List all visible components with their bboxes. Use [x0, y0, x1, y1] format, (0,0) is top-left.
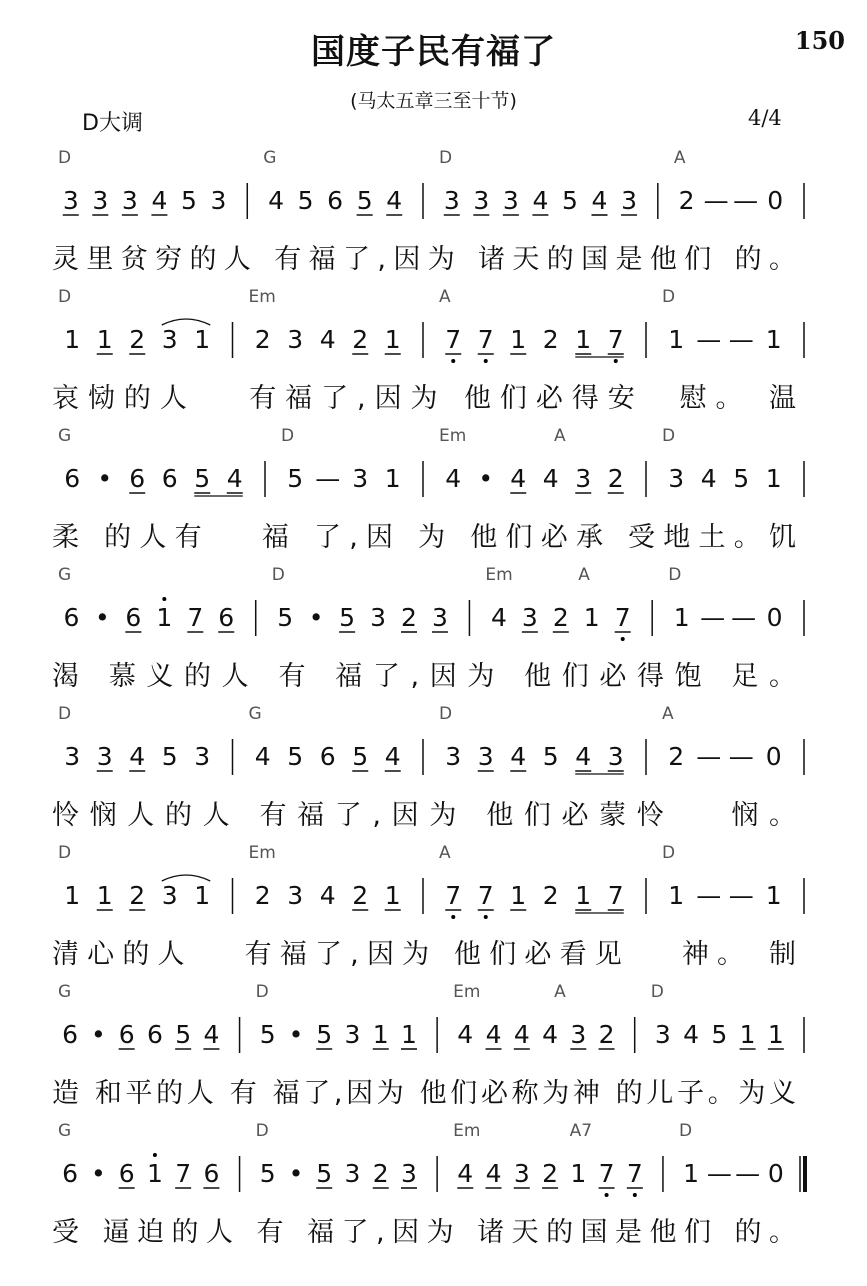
note: 3: [513, 1159, 530, 1188]
chord-symbol: D: [650, 982, 664, 1002]
note: 4: [386, 186, 403, 215]
note: 4: [510, 742, 527, 771]
chord-symbol: D: [662, 287, 676, 307]
dot-note: •: [91, 1159, 106, 1188]
note: 3: [575, 464, 592, 493]
note: 5: [259, 1159, 276, 1188]
note: 3: [521, 603, 538, 632]
note: 2: [129, 325, 146, 354]
note: 6: [146, 1020, 163, 1049]
note: 3: [161, 325, 178, 354]
note: 3: [401, 1159, 417, 1188]
dash-note: —: [733, 186, 759, 215]
note: 4: [485, 1159, 502, 1188]
note: 4: [254, 742, 271, 771]
note: 1: [765, 464, 782, 493]
note: 6: [218, 603, 235, 632]
note: 4: [129, 742, 146, 771]
note: 0: [766, 603, 783, 632]
dash-note: —: [706, 1159, 732, 1188]
note: 4: [445, 464, 462, 493]
low-octave-dot: [451, 915, 455, 919]
note: 1: [96, 325, 113, 354]
note: 3: [64, 742, 81, 771]
note: 4: [542, 464, 559, 493]
low-octave-dot: [605, 1193, 609, 1197]
note: 3: [370, 603, 387, 632]
note: 6: [62, 1159, 79, 1188]
chord-symbol: G: [248, 704, 262, 724]
note: 6: [129, 464, 146, 493]
note: 1: [384, 325, 401, 354]
note: 4: [510, 464, 527, 493]
note: 1: [64, 881, 81, 910]
note: 6: [63, 603, 80, 632]
note: 3: [621, 186, 637, 215]
high-octave-dot: [162, 597, 166, 601]
chord-symbol: A: [662, 704, 674, 724]
note: 1: [384, 464, 401, 493]
note: 5: [194, 464, 211, 493]
note: 3: [62, 186, 79, 215]
dash-note: —: [728, 742, 754, 771]
note: 7: [445, 881, 462, 910]
scripture-reference: (马太五章三至十节): [350, 90, 517, 112]
note: 5: [711, 1020, 728, 1049]
note: 5: [733, 464, 750, 493]
note: 3: [431, 603, 448, 632]
note: 3: [210, 186, 227, 215]
note: 3: [443, 186, 460, 215]
note: 1: [510, 325, 527, 354]
low-octave-dot: [484, 915, 488, 919]
dot-note: •: [95, 603, 110, 632]
note: 3: [161, 881, 178, 910]
note: 2: [352, 881, 369, 910]
note: 3: [344, 1020, 361, 1049]
note: 2: [352, 325, 369, 354]
lyric-line: 受 逼迫的人 有 福了,因为 诸天的国是他们 的。: [52, 1217, 798, 1248]
dash-note: —: [696, 881, 722, 910]
page-number: 150: [794, 26, 845, 55]
dash-note: —: [696, 742, 722, 771]
note: 4: [683, 1020, 700, 1049]
chord-symbol: Em: [453, 982, 481, 1002]
note: 5: [339, 603, 356, 632]
note: 1: [146, 1159, 163, 1188]
note: 1: [401, 1020, 417, 1049]
note: 7: [607, 881, 624, 910]
note: 1: [668, 881, 685, 910]
note: 5: [352, 742, 369, 771]
note: 4: [700, 464, 717, 493]
note: 7: [614, 603, 631, 632]
chord-symbol: A: [578, 565, 590, 585]
note: 4: [532, 186, 549, 215]
lyric-line: 哀恸的人 有福了,因为 他们必得安 慰。 温: [52, 383, 798, 414]
note: 1: [765, 881, 782, 910]
note: 6: [118, 1020, 135, 1049]
dot-note: •: [308, 603, 324, 632]
note: 5: [259, 1020, 276, 1049]
high-octave-dot: [153, 1153, 157, 1157]
chord-symbol: D: [281, 426, 295, 446]
lyric-line: 柔 的人有 福 了,因 为 他们必承 受地土。饥: [52, 522, 798, 553]
time-signature: 4/4: [748, 106, 782, 130]
key-signature: D大调: [82, 111, 143, 136]
chord-symbol: D: [58, 704, 72, 724]
note: 3: [287, 325, 304, 354]
chord-symbol: D: [58, 148, 72, 168]
note: 3: [96, 742, 113, 771]
note: 1: [64, 325, 81, 354]
note: 4: [457, 1020, 474, 1049]
song-title: 国度子民有福了: [311, 32, 556, 72]
note: 4: [591, 186, 608, 215]
note: 6: [203, 1159, 220, 1188]
chord-symbol: Em: [248, 843, 276, 863]
dot-note: •: [288, 1159, 304, 1188]
note: 4: [542, 1020, 558, 1049]
chord-symbol: G: [58, 565, 72, 585]
chord-symbol: D: [255, 982, 269, 1002]
low-octave-dot: [614, 359, 618, 363]
note: 1: [510, 881, 527, 910]
dash-note: —: [315, 464, 341, 493]
note: 5: [287, 742, 304, 771]
note: 6: [319, 742, 336, 771]
note: 0: [765, 742, 782, 771]
note: 7: [477, 325, 494, 354]
low-octave-dot: [621, 637, 625, 641]
chord-symbol: D: [439, 148, 453, 168]
note: 1: [583, 603, 600, 632]
note: 5: [316, 1020, 333, 1049]
dash-note: —: [731, 603, 757, 632]
note: 7: [187, 603, 204, 632]
note: 6: [62, 1020, 79, 1049]
chord-symbol: D: [271, 565, 285, 585]
note: 3: [668, 464, 685, 493]
note: 1: [668, 325, 685, 354]
chord-symbol: A: [439, 843, 451, 863]
note: 1: [575, 325, 592, 354]
chord-symbol: G: [58, 982, 72, 1002]
chord-symbol: Em: [453, 1121, 481, 1141]
lyric-line: 造 和平的人 有 福了,因为 他们必称为神 的儿子。为义: [52, 1078, 798, 1109]
chord-symbol: A: [673, 148, 686, 168]
note: 2: [254, 881, 271, 910]
note: 1: [683, 1159, 700, 1188]
note: 4: [575, 742, 592, 771]
dash-note: —: [703, 186, 729, 215]
note: 2: [542, 325, 559, 354]
note: 1: [570, 1159, 587, 1188]
note: 3: [570, 1020, 587, 1049]
note: 0: [767, 1159, 784, 1188]
chord-symbol: A7: [569, 1121, 593, 1141]
note: 3: [445, 742, 462, 771]
lyric-line: 清心的人 有福了,因为 他们必看见 神。 制: [52, 939, 798, 970]
note: 7: [445, 325, 462, 354]
lyric-line: 灵里贫穷的人 有福了,因为 诸天的国是他们 的。: [52, 244, 798, 275]
note: 4: [513, 1020, 530, 1049]
note: 3: [194, 742, 211, 771]
note: 7: [607, 325, 624, 354]
note: 5: [542, 742, 559, 771]
note: 2: [598, 1020, 615, 1049]
note: 2: [129, 881, 146, 910]
dash-note: —: [728, 881, 754, 910]
chord-symbol: A: [554, 982, 566, 1002]
note: 1: [739, 1020, 756, 1049]
note: 4: [268, 186, 284, 215]
note: 2: [401, 603, 417, 632]
note: 7: [626, 1159, 643, 1188]
note: 2: [552, 603, 569, 632]
note: 1: [96, 881, 113, 910]
note: 3: [344, 1159, 361, 1188]
note: 4: [485, 1020, 502, 1049]
note: 5: [287, 464, 304, 493]
lyric-line: 渴 慕义的人 有 福了,因为 他们必得饱 足。: [52, 661, 798, 692]
lyric-line: 怜悯人的人 有福了,因为 他们必蒙怜 悯。: [52, 800, 798, 831]
chord-symbol: D: [668, 565, 682, 585]
note: 6: [327, 186, 344, 215]
note: 2: [372, 1159, 389, 1188]
note: 5: [297, 186, 314, 215]
dash-note: —: [735, 1159, 761, 1188]
chord-symbol: D: [662, 843, 676, 863]
note: 1: [673, 603, 690, 632]
note: 1: [767, 1020, 784, 1049]
note: 5: [161, 742, 178, 771]
note: 1: [194, 881, 211, 910]
dot-note: •: [478, 464, 494, 493]
dot-note: •: [91, 1020, 106, 1049]
note: 4: [203, 1020, 220, 1049]
chord-symbol: D: [662, 426, 676, 446]
note: 3: [121, 186, 138, 215]
note: 3: [477, 742, 494, 771]
note: 2: [542, 1159, 558, 1188]
note: 7: [175, 1159, 192, 1188]
chord-symbol: Em: [485, 565, 513, 585]
note: 4: [384, 742, 401, 771]
note: 2: [678, 186, 695, 215]
note: 3: [92, 186, 109, 215]
note: 5: [316, 1159, 333, 1188]
note: 1: [384, 881, 401, 910]
note: 7: [598, 1159, 615, 1188]
note: 4: [226, 464, 243, 493]
dot-note: •: [288, 1020, 304, 1049]
note: 2: [668, 742, 685, 771]
note: 7: [477, 881, 494, 910]
note: 3: [654, 1020, 671, 1049]
chord-symbol: Em: [439, 426, 467, 446]
note: 4: [319, 325, 336, 354]
note: 1: [575, 881, 592, 910]
chord-symbol: G: [58, 1121, 72, 1141]
note: 4: [490, 603, 507, 632]
low-octave-dot: [484, 359, 488, 363]
chord-symbol: D: [58, 287, 72, 307]
note: 3: [287, 881, 304, 910]
chord-symbol: Em: [248, 287, 276, 307]
chord-symbol: G: [263, 148, 277, 168]
note: 5: [356, 186, 373, 215]
note: 3: [473, 186, 490, 215]
note: 0: [767, 186, 784, 215]
dot-note: •: [97, 464, 113, 493]
note: 4: [319, 881, 336, 910]
note: 1: [372, 1020, 389, 1049]
note: 6: [118, 1159, 135, 1188]
note: 4: [151, 186, 168, 215]
chord-symbol: G: [58, 426, 72, 446]
note: 3: [607, 742, 624, 771]
note: 5: [277, 603, 294, 632]
note: 2: [254, 325, 271, 354]
note: 1: [156, 603, 173, 632]
note: 5: [175, 1020, 192, 1049]
low-octave-dot: [451, 359, 455, 363]
dash-note: —: [728, 325, 754, 354]
chord-symbol: A: [553, 426, 566, 446]
note: 3: [502, 186, 519, 215]
low-octave-dot: [633, 1193, 637, 1197]
note: 2: [542, 881, 559, 910]
chord-symbol: A: [439, 287, 451, 307]
note: 1: [194, 325, 211, 354]
chord-symbol: D: [58, 843, 72, 863]
note: 4: [457, 1159, 474, 1188]
chord-symbol: D: [439, 704, 453, 724]
note: 3: [352, 464, 369, 493]
note: 6: [64, 464, 81, 493]
chord-symbol: D: [678, 1121, 693, 1141]
note: 1: [765, 325, 782, 354]
note: 5: [181, 186, 197, 215]
dash-note: —: [696, 325, 722, 354]
dash-note: —: [700, 603, 726, 632]
note: 5: [562, 186, 578, 215]
note: 6: [161, 464, 178, 493]
note: 2: [607, 464, 624, 493]
chord-symbol: D: [255, 1121, 269, 1141]
note: 6: [125, 603, 142, 632]
